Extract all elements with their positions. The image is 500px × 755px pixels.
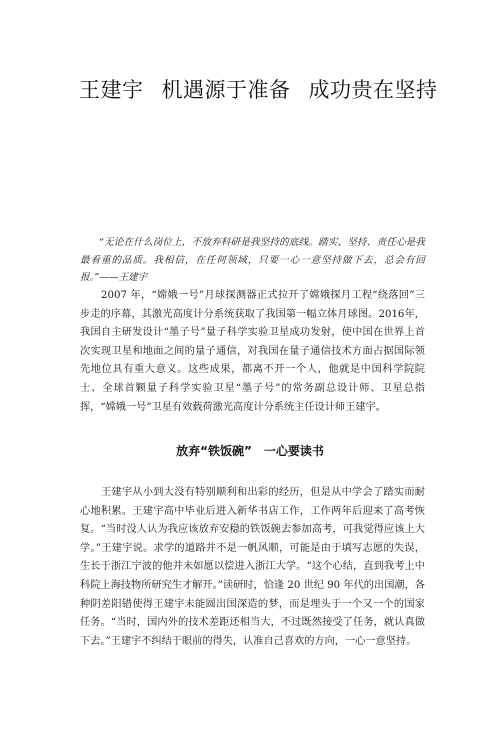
section-heading-part1: 放弃“铁饭碗” bbox=[176, 444, 252, 458]
section-heading bbox=[0, 442, 500, 459]
title-part2: 成功贵在坚持 bbox=[308, 78, 438, 102]
intro-paragraph: 2007 年，“嫦娥一号”月球探测器正式拉开了嫦娥探月工程“绕落回”三步走的序幕，其激光高度计分系统获取了我国第一幅立体月球图。2016年，我国自主研发设计“墨子号”量子科学实验卫星成功发射，使中国在世界上首次实现卫星和地面之间的量子通信，对我国在量子通信技术方面占据国际领先地位具有重大意义。这些成果，都离不开一个人，他就是中国科学院院士、全球首颗量子科学实验卫星“墨子号”的常务副总设计师、卫星总指挥，“嫦娥一号”卫星有效载荷激光高度计分系统主任设计师王建宇。 bbox=[80, 290, 425, 413]
title-part1: 机遇源于准备 bbox=[161, 78, 291, 102]
page-title bbox=[79, 74, 456, 104]
epigraph-quote: “无论在什么岗位上，不放弃科研是我坚持的底线。踏实、坚持、责任心是我最看重的品质。我相信，在任何领域，只要一心一意坚持做下去，总会有回报。”——王建宇 bbox=[80, 237, 425, 283]
section-heading-part2: 一心要读书 bbox=[263, 444, 324, 458]
title-name: 王建宇 bbox=[79, 78, 144, 102]
section-paragraph: 王建宇从小到大没有特别顺利和出彩的经历，但是从中学会了踏实而耐心地积累。王建宇高中毕业后进入新华书店工作，工作两年后迎来了高考恢复。“当时没人认为我应该放弃安稳的铁饭碗去参加高考，可我觉得应该上大学。”王建宇说。求学的道路并不是一帆风顺，可能是由于填写志愿的失误，生长于浙江宁波的他并未如愿以偿进入浙江大学。“这个心结，直到我考上中科院上海技物所研究生才解开。”读研时，恰逢 20 世纪 90 年代的出国潮，各种阴差阳错使得王建宇未能圆出国深造的梦，而是埋头于一个又一个的国家任务。“当时，国内外的技术差距还相当大，不过既然接受了任务，就认真做下去。”王建宇不纠结于眼前的得失，认准自己喜欢的方向，一心一意坚持。 bbox=[80, 487, 425, 647]
